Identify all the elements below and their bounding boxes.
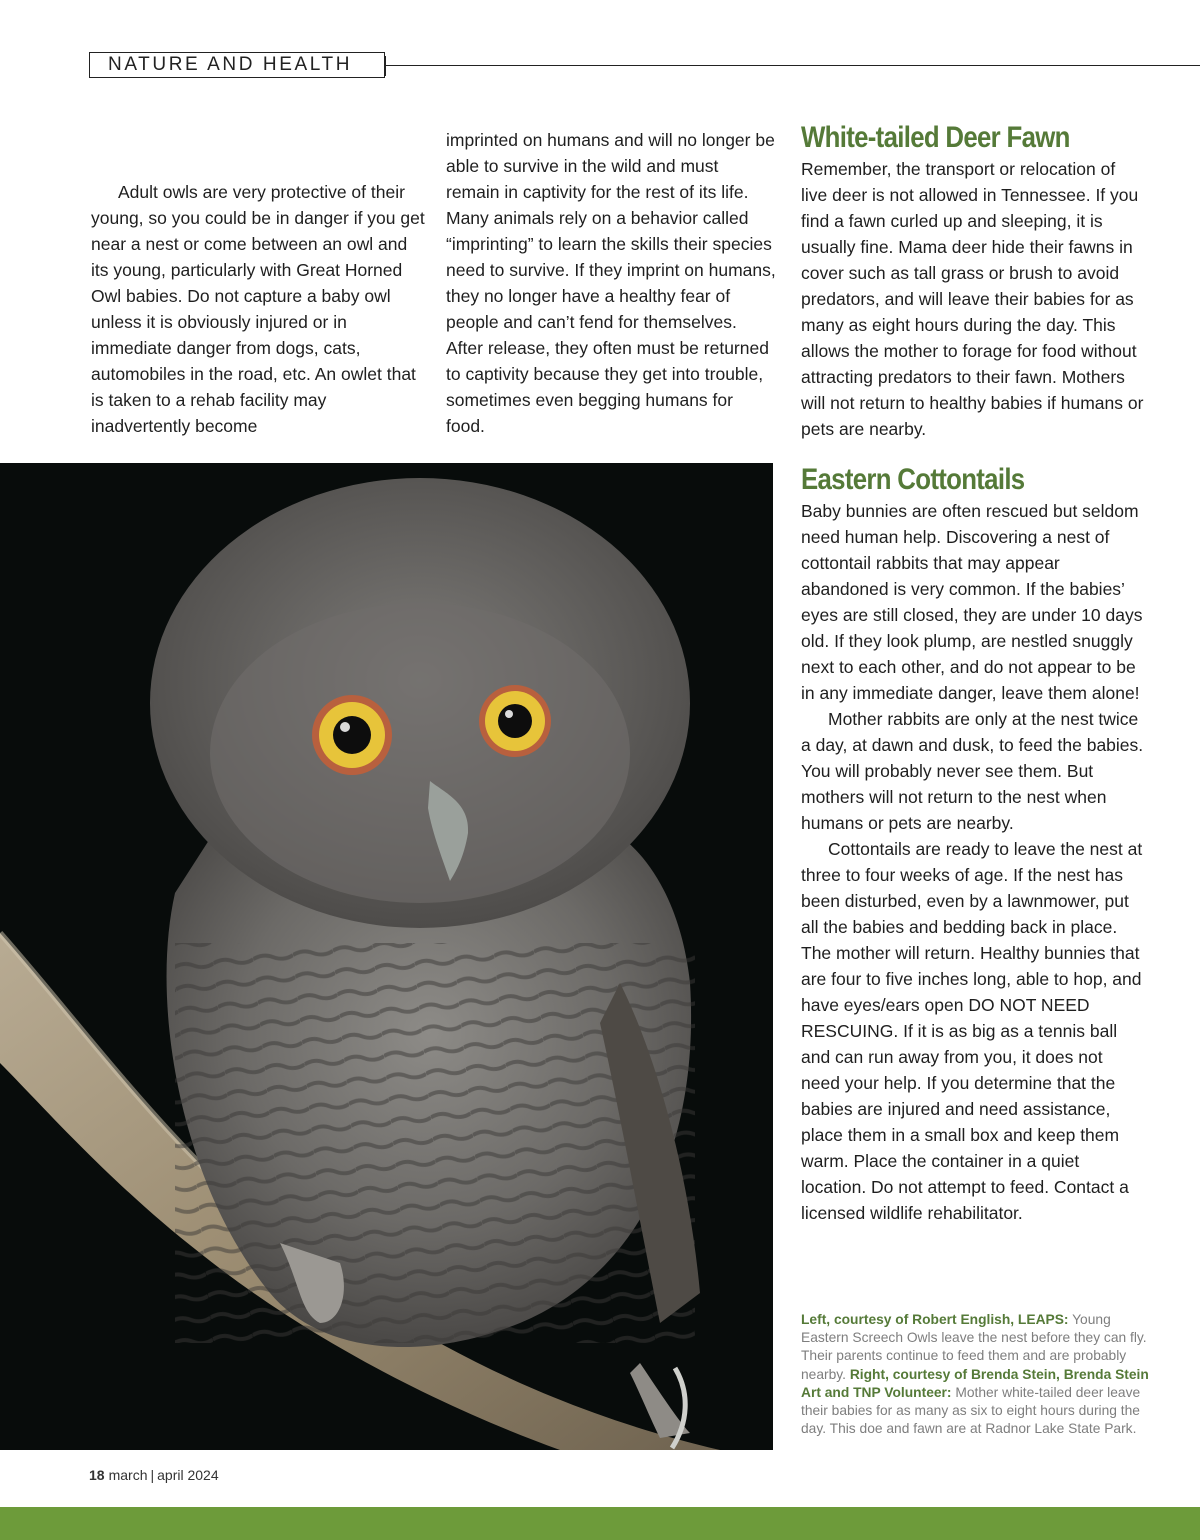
cottontails-paragraph-3: Cottontails are ready to leave the nest at three to four weeks of age. If the nest has been disturbed, even by a lawnmower, put all the babies and bedding back in place. The mother will return. Healthy bunnies that are four to five inches long, able to hop, and have eyes/ears open DO NOT NEED RESCUING. If it is as big as a tennis ball and can run away from you, it does not need your help. If you determine that the babies are injured and need assistance, place them in a small box and keep them warm. Place the container in a quiet location. Do not attempt to feed. Contact a licensed wildlife rehabilitator. xyxy=(801,839,1143,1223)
owl-paragraph-2: imprinted on humans and will no longer be able to survive in the wild and must remain in captivity for the rest of its life. Many animals rely on a behavior called “imprinting” to learn the skills their species need to survive. If they imprint on humans, they no longer have a healthy fear of people and can’t fend for themselves. After release, they often must be returned to captivity because they get into trouble, sometimes even begging humans for food. xyxy=(446,130,776,436)
column-left xyxy=(91,179,426,439)
column-middle xyxy=(446,127,776,439)
issue-date: april 2024 xyxy=(157,1467,219,1483)
caption-right-credit: Right, courtesy of Brenda Stein, Brenda Stein Art and TNP Volunteer: xyxy=(801,1366,1149,1400)
caption-right-text: Mother white-tailed deer leave their babies for as many as six to eight hours during the day. This doe and fawn are at Radnor Lake State Park. xyxy=(801,1384,1141,1437)
header-rule xyxy=(385,65,1200,66)
cottontails-paragraph-2: Mother rabbits are only at the nest twice a day, at dawn and dusk, to feed the babies. You will probably never see them. But mothers will not return to the nest when humans or pets are nearby. xyxy=(801,709,1144,833)
issue-month: march xyxy=(108,1467,148,1483)
page-footer xyxy=(89,1467,219,1483)
section-label: NATURE AND HEALTH xyxy=(89,52,385,78)
owl-illustration xyxy=(0,463,773,1450)
caption-left-credit: Left, courtesy of Robert English, LEAPS: xyxy=(801,1312,1069,1327)
deer-heading: White-tailed Deer Fawn xyxy=(801,121,1070,154)
caption-left-text: Young Eastern Screech Owls leave the nest before they can fly. Their parents continue to feed them and are probably nearby. xyxy=(801,1312,1147,1382)
cottontails-paragraph-1: Baby bunnies are often rescued but seldom need human help. Discovering a nest of cottontail rabbits that may appear abandoned is very common. If the babies’ eyes are still closed, they are under 10 days old. If they look plump, are nestled snuggly next to each other, and do not appear to be in any immediate danger, leave them alone! xyxy=(801,501,1143,703)
column-right xyxy=(801,120,1146,1226)
deer-paragraph: Remember, the transport or relocation of live deer is not allowed in Tennessee. If you find a fawn curled up and sleeping, it is usually fine. Mama deer hide their fawns in cover such as tall grass or brush to avoid predators, and will leave their babies for as many as eight hours during the day. This allows the mother to forage for food without attracting predators to their fawn. Mothers will not return to healthy babies if humans or pets are nearby. xyxy=(801,159,1144,439)
page-number: 18 xyxy=(89,1467,105,1483)
header-rule-tick xyxy=(385,56,386,76)
footer-separator: | xyxy=(150,1467,155,1483)
photo-caption xyxy=(801,1311,1151,1438)
cottontails-heading: Eastern Cottontails xyxy=(801,463,1025,496)
footer-color-band xyxy=(0,1507,1200,1540)
owl-photo xyxy=(0,463,773,1450)
owl-paragraph-1: Adult owls are very protective of their young, so you could be in danger if you get near a nest or come between an owl and its young, particularly with Great Horned Owl babies. Do not capture a baby owl unless it is obviously injured or in immediate danger from dogs, cats, automobiles in the road, etc. An owlet that is taken to a rehab facility may inadvertently become xyxy=(91,182,425,436)
